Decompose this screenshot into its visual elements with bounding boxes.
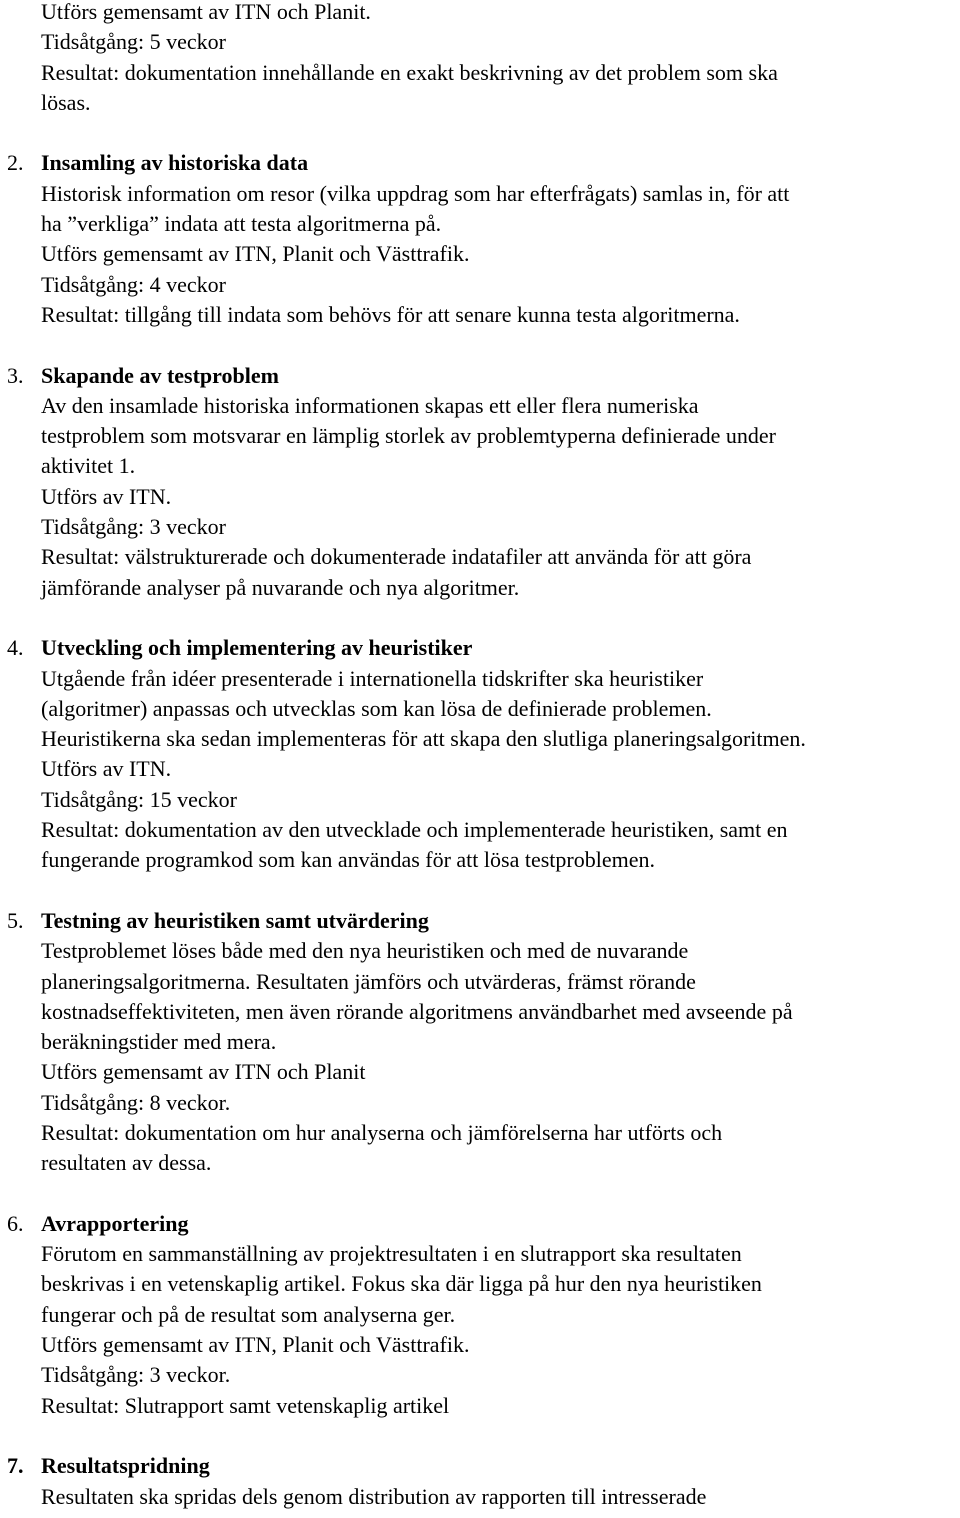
activity-number: 4. <box>7 635 24 661</box>
text-line: planeringsalgoritmerna. Resultaten jämförs och utvärderas, främst rörande <box>41 968 696 994</box>
activity-heading <box>7 361 960 391</box>
paragraph-spacer <box>0 1421 960 1451</box>
paragraph-spacer <box>0 118 960 148</box>
text-line: beskrivas i en vetenskaplig artikel. Fokus ska där ligga på hur den nya heuristiken <box>41 1271 762 1297</box>
text-line: Heuristikerna ska sedan implementeras för att skapa den slutliga planeringsalgoritmen. <box>41 726 806 752</box>
text-line: Resultat: tillgång till indata som behövs för att senare kunna testa algoritmerna. <box>41 301 740 327</box>
paragraph-spacer <box>0 330 960 360</box>
text-line: Resultat: Slutrapport samt vetenskaplig artikel <box>41 1392 450 1418</box>
text-line: resultaten av dessa. <box>41 1150 212 1176</box>
activity-title: Testning av heuristiken samt utvärdering <box>41 907 429 933</box>
text-line: Resultat: dokumentation innehållande en exakt beskrivning av det problem som ska <box>41 59 778 85</box>
activity-7 <box>0 1451 960 1512</box>
activity-heading <box>7 906 960 936</box>
text-line: Resultat: dokumentation av den utvecklade och implementerade heuristiken, samt en <box>41 817 788 843</box>
text-line: fungerar och på de resultat som analyserna ger. <box>41 1301 456 1327</box>
text-line: Tidsåtgång: 3 veckor <box>41 514 226 540</box>
text-line: ha ”verkliga” indata att testa algoritmerna på. <box>41 211 442 237</box>
activity-heading <box>7 148 960 178</box>
text-line: Resultat: dokumentation om hur analyserna och jämförelserna har utförts och <box>41 1119 723 1145</box>
text-line: Utförs av ITN. <box>41 756 172 782</box>
activity-6 <box>0 1209 960 1421</box>
activity-title: Insamling av historiska data <box>41 150 309 176</box>
activity-number: 7. <box>7 1453 24 1479</box>
activity-number: 6. <box>7 1210 24 1236</box>
text-line: aktivitet 1. <box>41 453 136 479</box>
text-line: (algoritmer) anpassas och utvecklas som kan lösa de definierade problemen. <box>41 695 712 721</box>
text-line: Resultaten ska spridas dels genom distribution av rapporten till intresserade <box>41 1483 707 1509</box>
activity-heading <box>7 1209 960 1239</box>
activity-title: Skapande av testproblem <box>41 362 279 388</box>
activity-3 <box>0 361 960 603</box>
text-line: Historisk information om resor (vilka uppdrag som har efterfrågats) samlas in, för att <box>41 180 790 206</box>
activity-number: 5. <box>7 907 24 933</box>
activity-title: Avrapportering <box>41 1210 189 1236</box>
text-line: testproblem som motsvarar en lämplig storlek av problemtyperna definierade under <box>41 423 776 449</box>
activity-heading <box>7 1451 960 1481</box>
activity-heading <box>7 633 960 663</box>
activity-4 <box>0 633 960 875</box>
text-line: Resultat: välstrukturerade och dokumenterade indatafiler att använda för att göra <box>41 544 752 570</box>
text-line: lösas. <box>41 89 91 115</box>
text-line: Utförs gemensamt av ITN och Planit <box>41 1059 366 1085</box>
text-line: Tidsåtgång: 3 veckor. <box>41 1362 231 1388</box>
activity-title: Utveckling och implementering av heuristiker <box>41 635 473 661</box>
text-line: jämförande analyser på nuvarande och nya algoritmer. <box>41 574 520 600</box>
text-line: kostnadseffektiviteten, men även rörande algoritmens användbarhet med avseende på <box>41 998 793 1024</box>
paragraph-spacer <box>0 1179 960 1209</box>
text-line: Tidsåtgång: 8 veckor. <box>41 1089 231 1115</box>
text-line: beräkningstider med mera. <box>41 1029 277 1055</box>
text-line: Utförs av ITN. <box>41 483 172 509</box>
text-line: Tidsåtgång: 5 veckor <box>41 29 226 55</box>
intro-section <box>0 0 960 118</box>
activity-number: 3. <box>7 362 24 388</box>
text-line: Förutom en sammanställning av projektresultaten i en slutrapport ska resultaten <box>41 1241 742 1267</box>
text-line: Tidsåtgång: 4 veckor <box>41 271 226 297</box>
activity-2 <box>0 148 960 330</box>
text-line: Utförs gemensamt av ITN och Planit. <box>41 0 371 24</box>
paragraph-spacer <box>0 876 960 906</box>
activity-number: 2. <box>7 150 24 176</box>
text-line: Testproblemet löses både med den nya heuristiken och med de nuvarande <box>41 938 689 964</box>
activity-5 <box>0 906 960 1179</box>
text-line: Utförs gemensamt av ITN, Planit och Västtrafik. <box>41 241 470 267</box>
text-line: Utförs gemensamt av ITN, Planit och Västtrafik. <box>41 1332 470 1358</box>
text-line: fungerande programkod som kan användas för att lösa testproblemen. <box>41 847 655 873</box>
text-line: Tidsåtgång: 15 veckor <box>41 786 237 812</box>
paragraph-spacer <box>0 603 960 633</box>
text-line: Av den insamlade historiska informationen skapas ett eller flera numeriska <box>41 392 699 418</box>
text-line: Utgående från idéer presenterade i internationella tidskrifter ska heuristiker <box>41 665 704 691</box>
activity-title: Resultatspridning <box>41 1453 210 1479</box>
